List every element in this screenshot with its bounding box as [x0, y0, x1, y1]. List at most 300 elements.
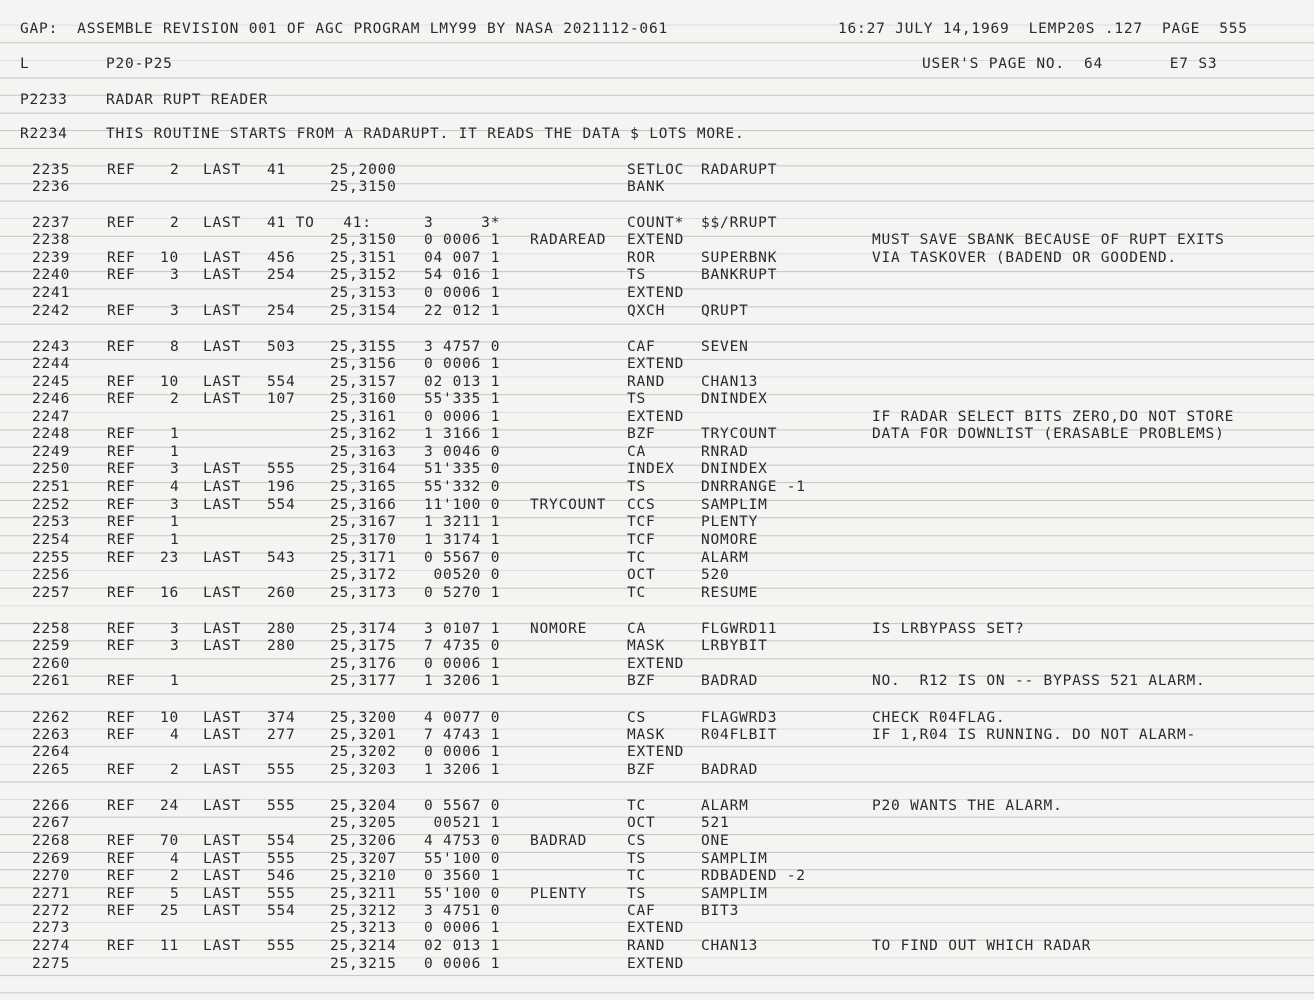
address: 25,3154 — [330, 303, 397, 319]
ref-keyword: REF — [107, 461, 136, 477]
last-keyword: LAST — [203, 391, 242, 407]
line-number: 2240 — [32, 267, 71, 283]
address: 25,3163 — [330, 444, 397, 460]
comment: MUST SAVE SBANK BECAUSE OF RUPT EXITS — [872, 232, 1225, 248]
octal-word: 55'332 0 — [424, 479, 501, 495]
line-number: 2250 — [32, 461, 71, 477]
listing-header — [0, 20, 1314, 38]
operand: RNRAD — [701, 444, 749, 460]
last-line: 41 — [267, 162, 287, 178]
line-number: 2235 — [32, 162, 71, 178]
address: 25,3215 — [330, 956, 397, 972]
ref-keyword: REF — [107, 673, 136, 689]
last-keyword: LAST — [203, 374, 242, 390]
line-number: 2244 — [32, 356, 71, 372]
comment: IF RADAR SELECT BITS ZERO,DO NOT STORE — [872, 409, 1235, 425]
octal-word: 7 4735 0 — [424, 638, 501, 654]
listing-row — [0, 902, 1314, 920]
address: 25,3207 — [330, 851, 397, 867]
last-keyword: LAST — [203, 710, 242, 726]
line-number: 2262 — [32, 710, 71, 726]
ref-count: 70 — [160, 833, 180, 849]
ref-count: 10 — [160, 250, 180, 266]
ref-count: 11 — [160, 938, 180, 954]
last-line: 543 — [267, 550, 296, 566]
operand: CHAN13 — [701, 938, 759, 954]
address: 25,3156 — [330, 356, 397, 372]
listing-row — [0, 797, 1314, 815]
operand: SUPERBNK — [701, 250, 778, 266]
octal-word: 0 0006 1 — [424, 409, 501, 425]
symbol-label: NOMORE — [530, 621, 588, 637]
opcode: BZF — [627, 426, 656, 442]
octal-word: 1 3206 1 — [424, 673, 501, 689]
address: 25,3203 — [330, 762, 397, 778]
operand: FLGWRD11 — [701, 621, 778, 637]
ref-keyword: REF — [107, 267, 136, 283]
operand: PLENTY — [701, 514, 759, 530]
last-line: 555 — [267, 461, 296, 477]
ref-count: 5 — [170, 886, 180, 902]
listing-row — [0, 549, 1314, 567]
listing-row — [0, 408, 1314, 426]
address: 25,3161 — [330, 409, 397, 425]
opcode: TCF — [627, 532, 656, 548]
symbol-label: BADRAD — [530, 833, 588, 849]
listing-row — [0, 637, 1314, 655]
last-line: 555 — [267, 938, 296, 954]
line-number: 2266 — [32, 798, 71, 814]
line-number: 2268 — [32, 833, 71, 849]
last-keyword: LAST — [203, 267, 242, 283]
p-line — [0, 91, 1314, 109]
address: 25,3172 — [330, 567, 397, 583]
last-keyword: LAST — [203, 550, 242, 566]
ref-keyword: REF — [107, 391, 136, 407]
ref-count: 16 — [160, 585, 180, 601]
address: 25,3162 — [330, 426, 397, 442]
ref-keyword: REF — [107, 303, 136, 319]
address: 25,3206 — [330, 833, 397, 849]
operand: BANKRUPT — [701, 267, 778, 283]
last-keyword: LAST — [203, 868, 242, 884]
ref-count: 3 — [170, 303, 180, 319]
line-number: 2248 — [32, 426, 71, 442]
r-line-text: THIS ROUTINE STARTS FROM A RADARUPT. IT READS THE DATA $ LOTS MORE. — [106, 126, 745, 142]
comment: NO. R12 IS ON -- BYPASS 521 ALARM. — [872, 673, 1206, 689]
octal-word: 0 5270 1 — [424, 585, 501, 601]
last-line: 277 — [267, 727, 296, 743]
ref-count: 1 — [170, 426, 180, 442]
address: 25,3166 — [330, 497, 397, 513]
ref-keyword: REF — [107, 532, 136, 548]
line-number: 2273 — [32, 920, 71, 936]
last-keyword: LAST — [203, 938, 242, 954]
last-line: 554 — [267, 374, 296, 390]
address: 25,3170 — [330, 532, 397, 548]
opcode: ROR — [627, 250, 656, 266]
ref-keyword: REF — [107, 621, 136, 637]
opcode: BZF — [627, 673, 656, 689]
ref-keyword: REF — [107, 426, 136, 442]
opcode: OCT — [627, 815, 656, 831]
ref-count: 24 — [160, 798, 180, 814]
operand: FLAGWRD3 — [701, 710, 778, 726]
opcode: CCS — [627, 497, 656, 513]
address: 25,3171 — [330, 550, 397, 566]
opcode: RAND — [627, 374, 666, 390]
address: 25,3153 — [330, 285, 397, 301]
last-line: 41 TO 41: — [267, 215, 372, 231]
last-line: 374 — [267, 710, 296, 726]
ref-count: 3 — [170, 638, 180, 654]
operand: SAMPLIM — [701, 851, 768, 867]
line-number: 2257 — [32, 585, 71, 601]
last-line: 280 — [267, 621, 296, 637]
ref-count: 1 — [170, 532, 180, 548]
opcode: TC — [627, 550, 647, 566]
comment: P20 WANTS THE ALARM. — [872, 798, 1063, 814]
comment: TO FIND OUT WHICH RADAR — [872, 938, 1092, 954]
ref-keyword: REF — [107, 339, 136, 355]
ref-keyword: REF — [107, 374, 136, 390]
address: 25,3175 — [330, 638, 397, 654]
listing-row — [0, 919, 1314, 937]
ref-count: 3 — [170, 267, 180, 283]
opcode: RAND — [627, 938, 666, 954]
operand: DNRRANGE -1 — [701, 479, 806, 495]
last-line: 107 — [267, 391, 296, 407]
line-number: 2260 — [32, 656, 71, 672]
line-number: 2272 — [32, 903, 71, 919]
line-number: 2253 — [32, 514, 71, 530]
octal-word: 00520 0 — [424, 567, 501, 583]
address: 25,2000 — [330, 162, 397, 178]
address: 25,3173 — [330, 585, 397, 601]
operand: BADRAD — [701, 673, 759, 689]
octal-word: 1 3174 1 — [424, 532, 501, 548]
listing-row — [0, 478, 1314, 496]
last-line: 503 — [267, 339, 296, 355]
opcode: BANK — [627, 179, 666, 195]
last-line: 196 — [267, 479, 296, 495]
p-line-text: RADAR RUPT READER — [106, 92, 269, 108]
last-line: 254 — [267, 303, 296, 319]
octal-word: 0 0006 1 — [424, 956, 501, 972]
line-number: 2241 — [32, 285, 71, 301]
operand: SEVEN — [701, 339, 749, 355]
last-keyword: LAST — [203, 339, 242, 355]
address: 25,3213 — [330, 920, 397, 936]
listing-row — [0, 937, 1314, 955]
opcode: QXCH — [627, 303, 666, 319]
operand: R04FLBIT — [701, 727, 778, 743]
last-line: 554 — [267, 833, 296, 849]
line-number: 2275 — [32, 956, 71, 972]
opcode: EXTEND — [627, 744, 685, 760]
operand: ALARM — [701, 798, 749, 814]
last-line: 254 — [267, 267, 296, 283]
listing-row — [0, 584, 1314, 602]
listing-row — [0, 178, 1314, 196]
line-number: 2267 — [32, 815, 71, 831]
listing-row — [0, 214, 1314, 232]
opcode: CAF — [627, 903, 656, 919]
symbol-label: TRYCOUNT — [530, 497, 607, 513]
octal-word: 3 3* — [424, 215, 501, 231]
octal-word: 0 0006 1 — [424, 744, 501, 760]
ref-keyword: REF — [107, 938, 136, 954]
octal-word: 0 0006 1 — [424, 920, 501, 936]
last-line: 456 — [267, 250, 296, 266]
ref-count: 1 — [170, 673, 180, 689]
ref-count: 2 — [170, 868, 180, 884]
last-keyword: LAST — [203, 585, 242, 601]
line-number: 2237 — [32, 215, 71, 231]
ref-count: 2 — [170, 762, 180, 778]
ref-keyword: REF — [107, 798, 136, 814]
octal-word: 3 4751 0 — [424, 903, 501, 919]
ref-keyword: REF — [107, 479, 136, 495]
comment: CHECK R04FLAG. — [872, 710, 1006, 726]
opcode: MASK — [627, 727, 666, 743]
line-number: 2236 — [32, 179, 71, 195]
line-number: 2254 — [32, 532, 71, 548]
ref-keyword: REF — [107, 886, 136, 902]
listing-row — [0, 885, 1314, 903]
opcode: EXTEND — [627, 409, 685, 425]
operand: CHAN13 — [701, 374, 759, 390]
ref-count: 10 — [160, 710, 180, 726]
line-number: 2263 — [32, 727, 71, 743]
ref-keyword: REF — [107, 762, 136, 778]
line-number: 2252 — [32, 497, 71, 513]
line-number: 2249 — [32, 444, 71, 460]
opcode: OCT — [627, 567, 656, 583]
listing-row — [0, 373, 1314, 391]
listing-row — [0, 338, 1314, 356]
line-number: 2261 — [32, 673, 71, 689]
address: 25,3176 — [330, 656, 397, 672]
listing-row — [0, 513, 1314, 531]
octal-word: 04 007 1 — [424, 250, 501, 266]
last-keyword: LAST — [203, 162, 242, 178]
opcode: TS — [627, 479, 647, 495]
last-line: 280 — [267, 638, 296, 654]
line-number: 2251 — [32, 479, 71, 495]
ref-count: 4 — [170, 851, 180, 867]
listing-row — [0, 743, 1314, 761]
octal-word: 3 4757 0 — [424, 339, 501, 355]
line-number: 2259 — [32, 638, 71, 654]
listing-row — [0, 867, 1314, 885]
octal-word: 1 3206 1 — [424, 762, 501, 778]
listing-row — [0, 955, 1314, 973]
octal-word: 55'100 0 — [424, 886, 501, 902]
last-keyword: LAST — [203, 851, 242, 867]
ref-count: 8 — [170, 339, 180, 355]
opcode: TS — [627, 886, 647, 902]
listing-row — [0, 355, 1314, 373]
listing-row — [0, 284, 1314, 302]
comment: IF 1,R04 IS RUNNING. DO NOT ALARM- — [872, 727, 1197, 743]
ref-count: 3 — [170, 621, 180, 637]
comment: DATA FOR DOWNLIST (ERASABLE PROBLEMS) — [872, 426, 1225, 442]
operand: RDBADEND -2 — [701, 868, 806, 884]
ref-count: 2 — [170, 215, 180, 231]
listing-row — [0, 566, 1314, 584]
line-number: 2274 — [32, 938, 71, 954]
operand: $$/RRUPT — [701, 215, 778, 231]
opcode: CS — [627, 833, 647, 849]
line-number: 2269 — [32, 851, 71, 867]
octal-word: 22 012 1 — [424, 303, 501, 319]
octal-word: 0 0006 1 — [424, 656, 501, 672]
listing-row — [0, 161, 1314, 179]
operand: NOMORE — [701, 532, 759, 548]
address: 25,3157 — [330, 374, 397, 390]
opcode: TC — [627, 868, 647, 884]
listing-row — [0, 620, 1314, 638]
operand: 520 — [701, 567, 730, 583]
ref-keyword: REF — [107, 162, 136, 178]
operand: BIT3 — [701, 903, 740, 919]
opcode: TCF — [627, 514, 656, 530]
address: 25,3152 — [330, 267, 397, 283]
address: 25,3202 — [330, 744, 397, 760]
line-number: 2238 — [32, 232, 71, 248]
last-keyword: LAST — [203, 250, 242, 266]
opcode: COUNT* — [627, 215, 685, 231]
ref-keyword: REF — [107, 727, 136, 743]
octal-word: 0 0006 1 — [424, 232, 501, 248]
listing-row — [0, 850, 1314, 868]
symbol-label: RADAREAD — [530, 232, 607, 248]
listing-subheader — [0, 55, 1314, 73]
ref-count: 2 — [170, 391, 180, 407]
line-number: 2246 — [32, 391, 71, 407]
address: 25,3165 — [330, 479, 397, 495]
line-number: 2247 — [32, 409, 71, 425]
address: 25,3204 — [330, 798, 397, 814]
address: 25,3150 — [330, 232, 397, 248]
operand: LRBYBIT — [701, 638, 768, 654]
last-keyword: LAST — [203, 727, 242, 743]
opcode: CS — [627, 710, 647, 726]
address: 25,3200 — [330, 710, 397, 726]
opcode: SETLOC — [627, 162, 685, 178]
address: 25,3211 — [330, 886, 397, 902]
operand: QRUPT — [701, 303, 749, 319]
operand: DNINDEX — [701, 391, 768, 407]
address: 25,3167 — [330, 514, 397, 530]
last-keyword: LAST — [203, 621, 242, 637]
address: 25,3201 — [330, 727, 397, 743]
line-number: 2258 — [32, 621, 71, 637]
subheader-program: P20-P25 — [106, 56, 173, 72]
r-line — [0, 125, 1314, 143]
operand: 521 — [701, 815, 730, 831]
listing-row — [0, 443, 1314, 461]
line-number: 2245 — [32, 374, 71, 390]
address: 25,3155 — [330, 339, 397, 355]
octal-word: 55'335 1 — [424, 391, 501, 407]
ref-keyword: REF — [107, 250, 136, 266]
last-keyword: LAST — [203, 479, 242, 495]
ref-keyword: REF — [107, 514, 136, 530]
ref-keyword: REF — [107, 903, 136, 919]
opcode: EXTEND — [627, 285, 685, 301]
ref-count: 25 — [160, 903, 180, 919]
opcode: EXTEND — [627, 232, 685, 248]
opcode: EXTEND — [627, 356, 685, 372]
last-keyword: LAST — [203, 833, 242, 849]
line-number: 2242 — [32, 303, 71, 319]
listing-row — [0, 655, 1314, 673]
address: 25,3214 — [330, 938, 397, 954]
listing-row — [0, 302, 1314, 320]
last-line: 555 — [267, 798, 296, 814]
ref-count: 1 — [170, 444, 180, 460]
address: 25,3174 — [330, 621, 397, 637]
octal-word: 0 5567 0 — [424, 550, 501, 566]
ref-keyword: REF — [107, 833, 136, 849]
octal-word: 4 4753 0 — [424, 833, 501, 849]
address: 25,3151 — [330, 250, 397, 266]
listing-row — [0, 832, 1314, 850]
opcode: TC — [627, 585, 647, 601]
address: 25,3212 — [330, 903, 397, 919]
header-date-page: 16:27 JULY 14,1969 LEMP20S .127 PAGE 555 — [838, 21, 1248, 37]
listing-row — [0, 231, 1314, 249]
last-line: 546 — [267, 868, 296, 884]
octal-word: 0 5567 0 — [424, 798, 501, 814]
address: 25,3205 — [330, 815, 397, 831]
opcode: MASK — [627, 638, 666, 654]
listing-row — [0, 814, 1314, 832]
opcode: EXTEND — [627, 920, 685, 936]
octal-word: 0 3560 1 — [424, 868, 501, 884]
line-number: 2270 — [32, 868, 71, 884]
line-number: 2255 — [32, 550, 71, 566]
listing-row — [0, 761, 1314, 779]
ref-keyword: REF — [107, 215, 136, 231]
opcode: CA — [627, 444, 647, 460]
ref-count: 4 — [170, 479, 180, 495]
last-keyword: LAST — [203, 638, 242, 654]
user-page-number: USER'S PAGE NO. 64 E7 S3 — [922, 56, 1218, 72]
listing-row — [0, 460, 1314, 478]
last-keyword: LAST — [203, 798, 242, 814]
opcode: CAF — [627, 339, 656, 355]
octal-word: 3 0107 1 — [424, 621, 501, 637]
octal-word: 0 0006 1 — [424, 356, 501, 372]
last-line: 555 — [267, 886, 296, 902]
operand: TRYCOUNT — [701, 426, 778, 442]
last-keyword: LAST — [203, 762, 242, 778]
octal-word: 3 0046 0 — [424, 444, 501, 460]
octal-word: 0 0006 1 — [424, 285, 501, 301]
last-keyword: LAST — [203, 497, 242, 513]
symbol-label: PLENTY — [530, 886, 588, 902]
listing-row — [0, 425, 1314, 443]
opcode: EXTEND — [627, 656, 685, 672]
comment: VIA TASKOVER (BADEND OR GOODEND. — [872, 250, 1177, 266]
ref-count: 3 — [170, 497, 180, 513]
listing-row — [0, 266, 1314, 284]
last-keyword: LAST — [203, 886, 242, 902]
listing-row — [0, 390, 1314, 408]
